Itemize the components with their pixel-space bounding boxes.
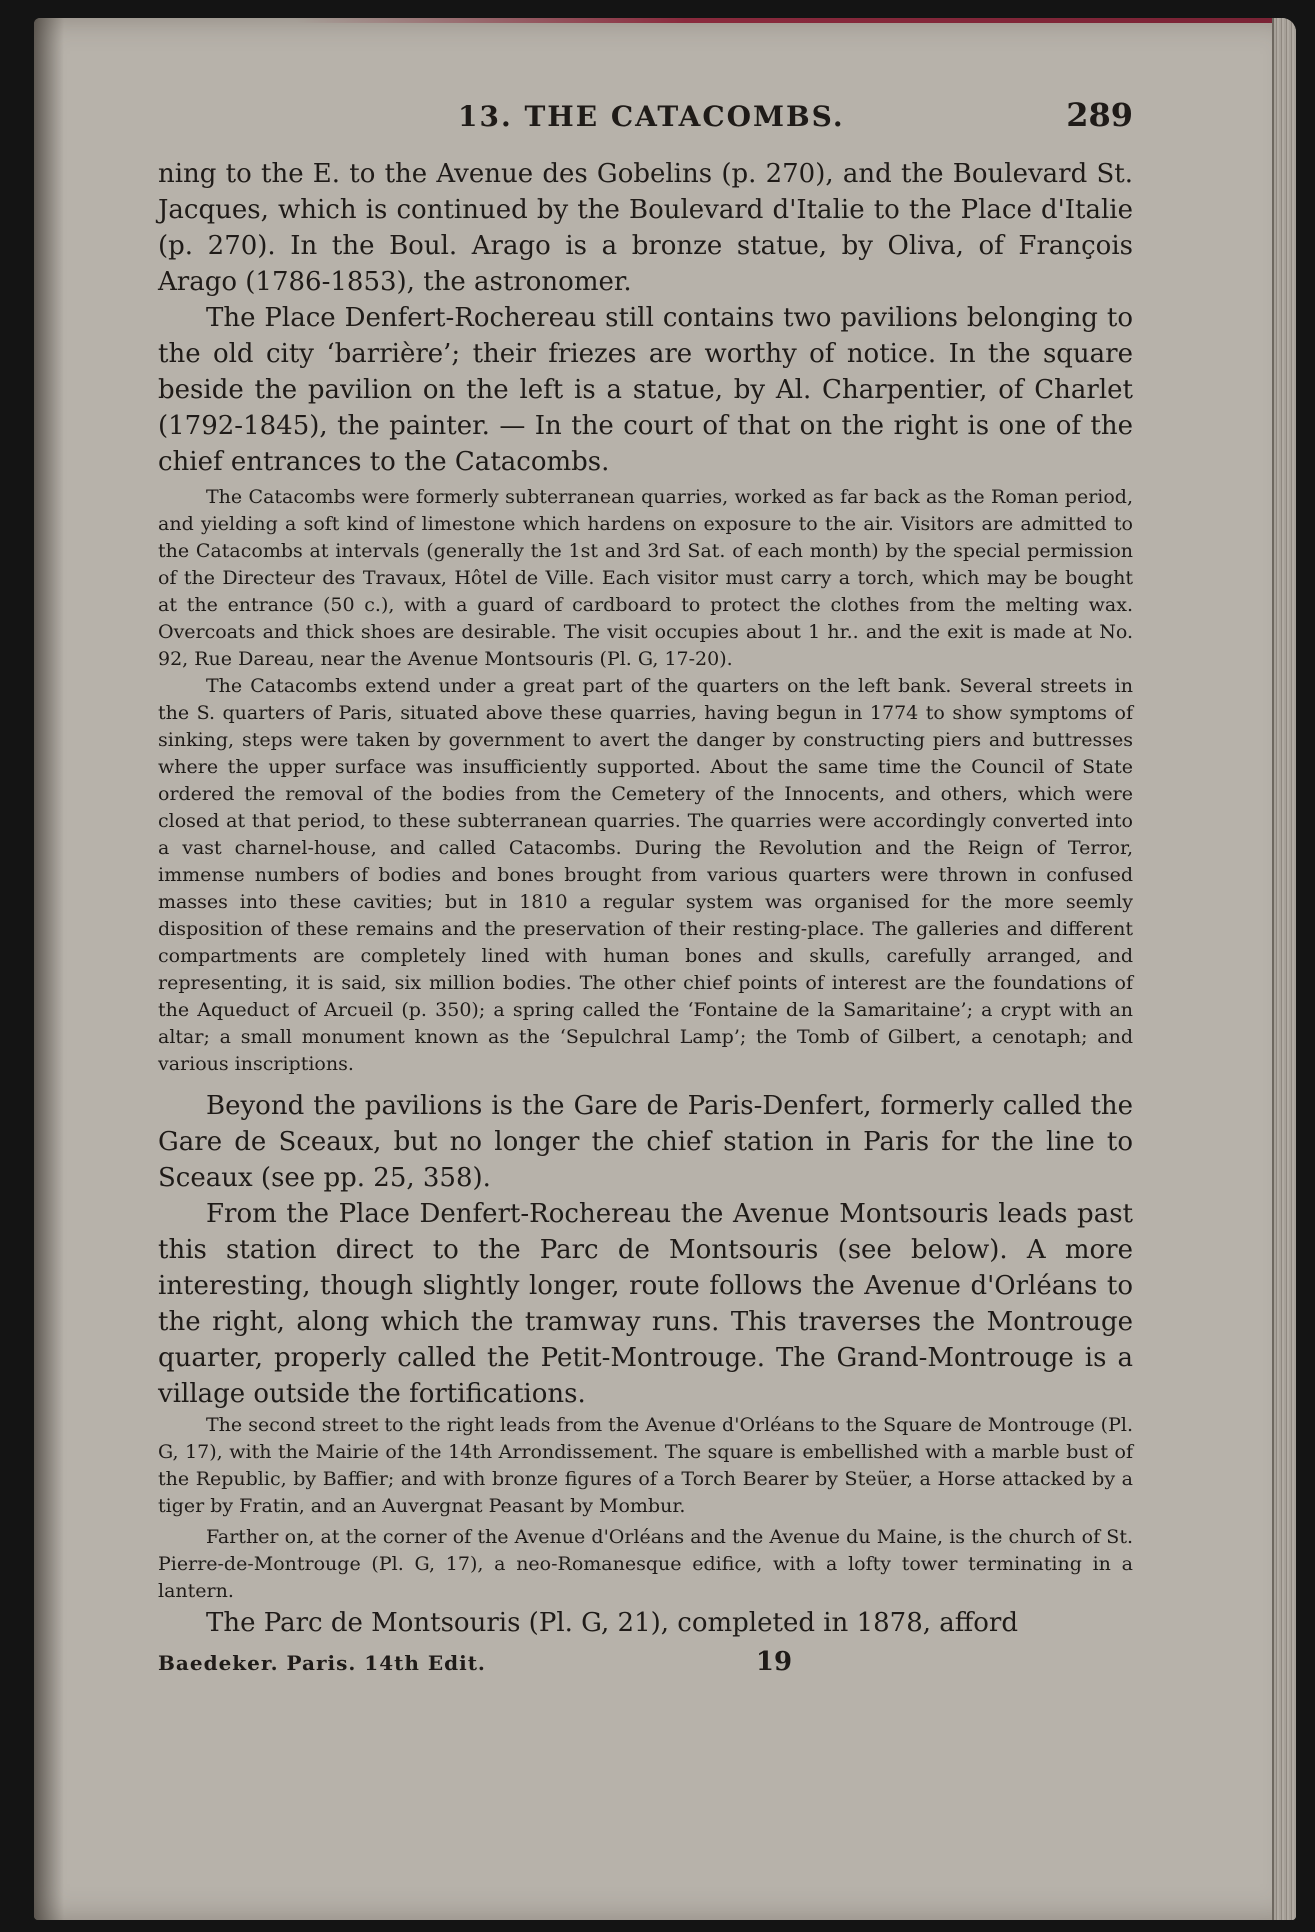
paragraph: Beyond the pavilions is the Gare de Paris-Denfert, formerly called the Gare de Sceaux, but no longer the chief station in Paris for the line to Sceaux (see pp. 25, 358). bbox=[158, 1091, 1133, 1193]
publisher-imprint: Baedeker. Paris. 14th Edit. bbox=[158, 1651, 486, 1675]
page-number: 289 bbox=[1066, 96, 1133, 134]
small-print-paragraph: The second street to the right leads from the Avenue d'Orléans to the Square de Montrouge (Pl. G, 17), with the Mairie of the 14th Arrondissement. The square is embellished with a marble bust of the Republic, by Baffier; and with bronze figures of a Torch Bearer by Steüer, a Horse attacked by a tiger by Fratin, and an Auvergnat Peasant by Mombur. bbox=[158, 1414, 1133, 1517]
page-footer bbox=[158, 1647, 1133, 1677]
signature-mark: 19 bbox=[755, 1647, 793, 1677]
running-header bbox=[158, 96, 1133, 156]
page-top-edge bbox=[294, 18, 1274, 23]
paragraph: From the Place Denfert-Rochereau the Avenue Montsouris leads past this station direct to the Parc de Montsouris (see below). A more interesting, though slightly longer, route follows the Avenue d'Orléans to the right, along which the tramway runs. This traverses the Montrouge quarter, properly called the Petit-Montrouge. The Grand-Montrouge is a village outside the fortifications. bbox=[158, 1199, 1133, 1409]
book-spine-shadow bbox=[34, 18, 64, 1920]
paragraph: The Parc de Montsouris (Pl. G, 21), completed in 1878, afford bbox=[206, 1608, 1018, 1638]
chapter-title: 13. THE CATACOMBS. bbox=[458, 100, 845, 133]
small-print-paragraph: The Catacombs extend under a great part of the quarters on the left bank. Several streets in the S. quarters of Paris, situated above these quarries, having begun in 1774 to show symptoms of sinking, steps were taken by government to avert the danger by constructing piers and buttresses where the upper surface was insufficiently supported. About the same time the Council of State ordered the removal of the bodies from the Cemetery of the Innocents, and others, which were closed at that period, to these subterranean quarries. The quarries were accordingly converted into a vast charnel-house, and called Catacombs. During the Revolution and the Reign of Terror, immense numbers of bodies and bones brought from various quarters were thrown in confused masses into these cavities; but in 1810 a regular system was organised for the more seemly disposition of these remains and the preservation of their resting-place. The galleries and different compartments are completely lined with human bones and skulls, carefully arranged, and representing, it is said, six million bodies. The other chief points of interest are the foundations of the Aqueduct of Arcueil (p. 350); a spring called the ‘Fontaine de la Samaritaine’; a crypt with an altar; a small monument known as the ‘Sepulchral Lamp’; the Tomb of Gilbert, a cenotaph; and various inscriptions. bbox=[158, 675, 1133, 1075]
page-edge-stack bbox=[1272, 18, 1296, 1920]
paragraph: ning to the E. to the Avenue des Gobelins (p. 270), and the Boulevard St. Jacques, which is continued by the Boulevard d'Italie to the Place d'Italie (p. 270). In the Boul. Arago is a bronze statue, by Oliva, of François Arago (1786-1853), the astronomer. bbox=[158, 159, 1133, 297]
paragraph: The Place Denfert-Rochereau still contains two pavilions belonging to the old city ‘barrière’; their friezes are worthy of notice. In the square beside the pavilion on the left is a statue, by Al. Charpentier, of Charlet (1792-1845), the painter. — In the court of that on the right is one of the chief entrances to the Catacombs. bbox=[158, 303, 1133, 477]
small-print-paragraph: The Catacombs were formerly subterranean quarries, worked as far back as the Roman period, and yielding a soft kind of limestone which hardens on exposure to the air. Visitors are admitted to the Catacombs at intervals (generally the 1st and 3rd Sat. of each month) by the special permission of the Directeur des Travaux, Hôtel de Ville. Each visitor must carry a torch, which may be bought at the entrance (50 c.), with a guard of cardboard to protect the clothes from the melting wax. Overcoats and thick shoes are desirable. The visit occupies about 1 hr.. and the exit is made at No. 92, Rue Dareau, near the Avenue Montsouris (Pl. G, 17-20). bbox=[158, 486, 1133, 670]
page-text-block bbox=[158, 96, 1133, 1677]
small-print-paragraph: Farther on, at the corner of the Avenue d'Orléans and the Avenue du Maine, is the church of St. Pierre-de-Montrouge (Pl. G, 17), a neo-Romanesque edifice, with a lofty tower terminating in a lantern. bbox=[158, 1526, 1133, 1602]
